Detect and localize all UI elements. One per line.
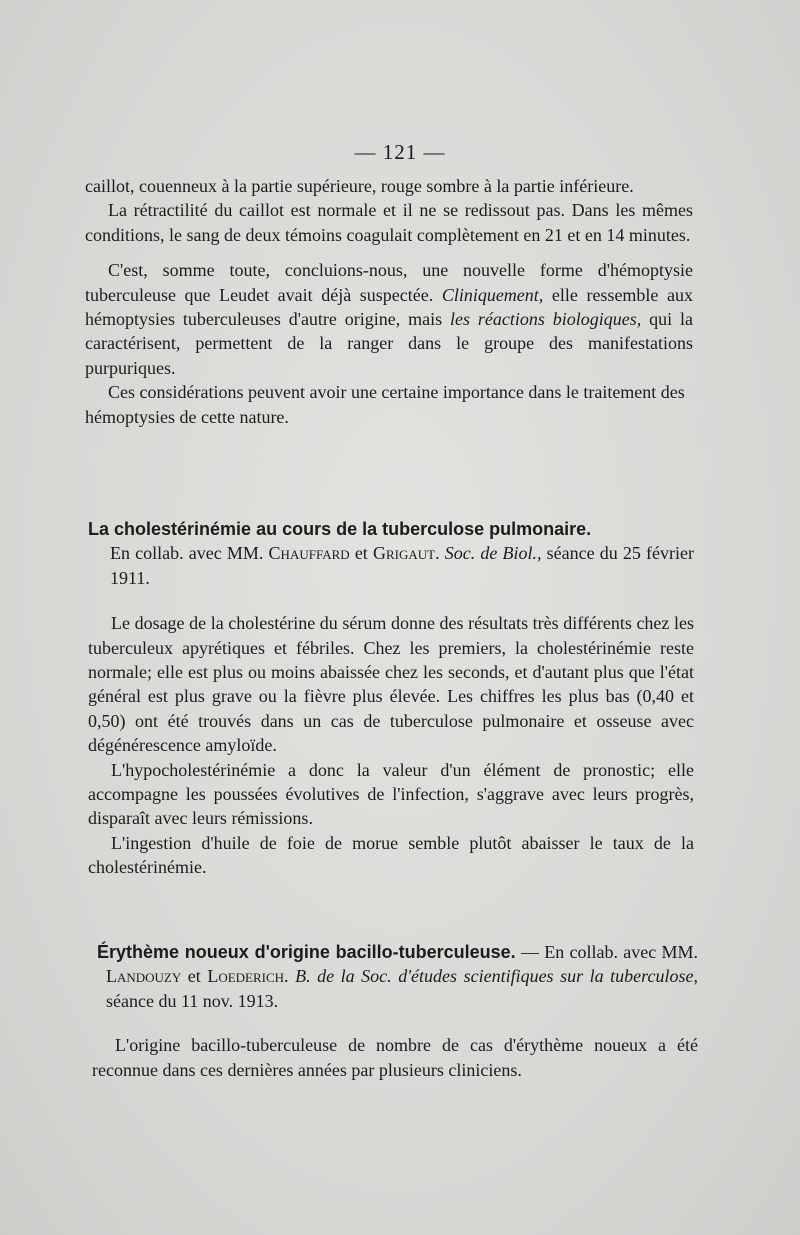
author-loederich: Loederich xyxy=(207,966,285,987)
author-chauffard: Chauffard xyxy=(268,543,350,564)
section-title-erytheme: Érythème noueux d'origine bacillo-tuberculeuse. xyxy=(97,942,516,962)
author-landouzy: Landouzy xyxy=(106,966,182,987)
paragraph-origine: L'origine bacillo-tuberculeuse de nombre de cas d'érythème noueux a été reconnue dans ces dernières années par plusieurs cliniciens. xyxy=(92,1035,698,1080)
paragraph-hemoptysie-text-c: qui la caractérisent, permettent de la ranger dans le groupe des manifestations purpuriques. xyxy=(85,309,694,378)
reference-and: et xyxy=(349,543,373,564)
journal-soc-etudes: B. de la Soc. d'études scientifiques sur la tuberculose, xyxy=(295,966,698,987)
reference-separator: . xyxy=(435,543,445,564)
author-grigaut: Grigaut xyxy=(372,543,436,564)
page-number: — 121 — xyxy=(354,140,446,164)
emphasis-reactions: les réactions biologiques, xyxy=(450,309,642,330)
section-erytheme xyxy=(92,940,699,1082)
paragraph-retractilite: La rétractilité du caillot est normale et il ne se redissout pas. Dans les mêmes conditions, le sang de deux témoins coagulait complètement en 21 et en 14 minutes. xyxy=(85,200,693,245)
paragraph-ingestion: L'ingestion d'huile de foie de morue semble plutôt abaisser le taux de la cholestérinémie. xyxy=(88,832,694,878)
reference-date-2: séance du 11 nov. 1913. xyxy=(106,990,279,1011)
title-separator: — xyxy=(515,942,545,962)
paragraph-caillot: caillot, couenneux à la partie supérieure, rouge sombre à la partie inférieure. xyxy=(85,176,634,196)
paragraph-considerations: Ces considérations peuvent avoir une certaine importance dans le traitement des hémoptysies de cette nature. xyxy=(85,382,685,427)
reference-and-2: et xyxy=(181,966,208,987)
paragraph-dosage: Le dosage de la cholestérine du sérum donne des résultats très différents chez les tuberculeux apyrétiques et fébriles. Chez les premiers, la cholestérinémie reste normale; elle est plus ou moins abaissée chez les seconds, et d'autant plus que l'état général est plus grave ou la fièvre plus élevée. Les chiffres les plus bas (0,40 et 0,50) ont été trouvés dans un cas de tuberculose pulmonaire et osseuse avec dégénérescence amyloïde. xyxy=(88,613,694,756)
heading-erytheme xyxy=(97,940,699,1013)
intro-text-block xyxy=(85,174,693,429)
journal-soc-biol: Soc. de Biol., xyxy=(444,543,542,564)
reference-cholesterinemie xyxy=(88,541,694,590)
paragraph-hemoptysie-text-b: elle ressemble aux hémoptysies tuberculeuses d'autre origine, mais xyxy=(85,284,693,330)
paragraph-hemoptysie xyxy=(85,258,693,380)
section-cholesterinemie xyxy=(88,517,694,880)
reference-date: séance du 25 février 1911. xyxy=(110,543,695,588)
reference-prefix: En collab. avec MM. xyxy=(110,543,269,564)
emphasis-cliniquement: Cliniquement, xyxy=(441,284,544,305)
paragraph-hemoptysie-text-a: C'est, somme toute, concluions-nous, une nouvelle forme d'hémoptysie tuberculeuse que Leudet avait déjà suspectée. xyxy=(85,260,693,305)
section-title-cholesterinemie: La cholestérinémie au cours de la tuberculose pulmonaire. xyxy=(88,519,592,539)
reference-prefix-2: En collab. avec MM. xyxy=(544,942,699,962)
reference-separator-2: . xyxy=(284,966,296,987)
paragraph-hypocholesterinemie: L'hypocholestérinémie a donc la valeur d'un élément de pronostic; elle accompagne les poussées évolutives de l'infection, s'aggrave avec leurs progrès, disparaît avec leurs rémissions. xyxy=(88,759,694,829)
